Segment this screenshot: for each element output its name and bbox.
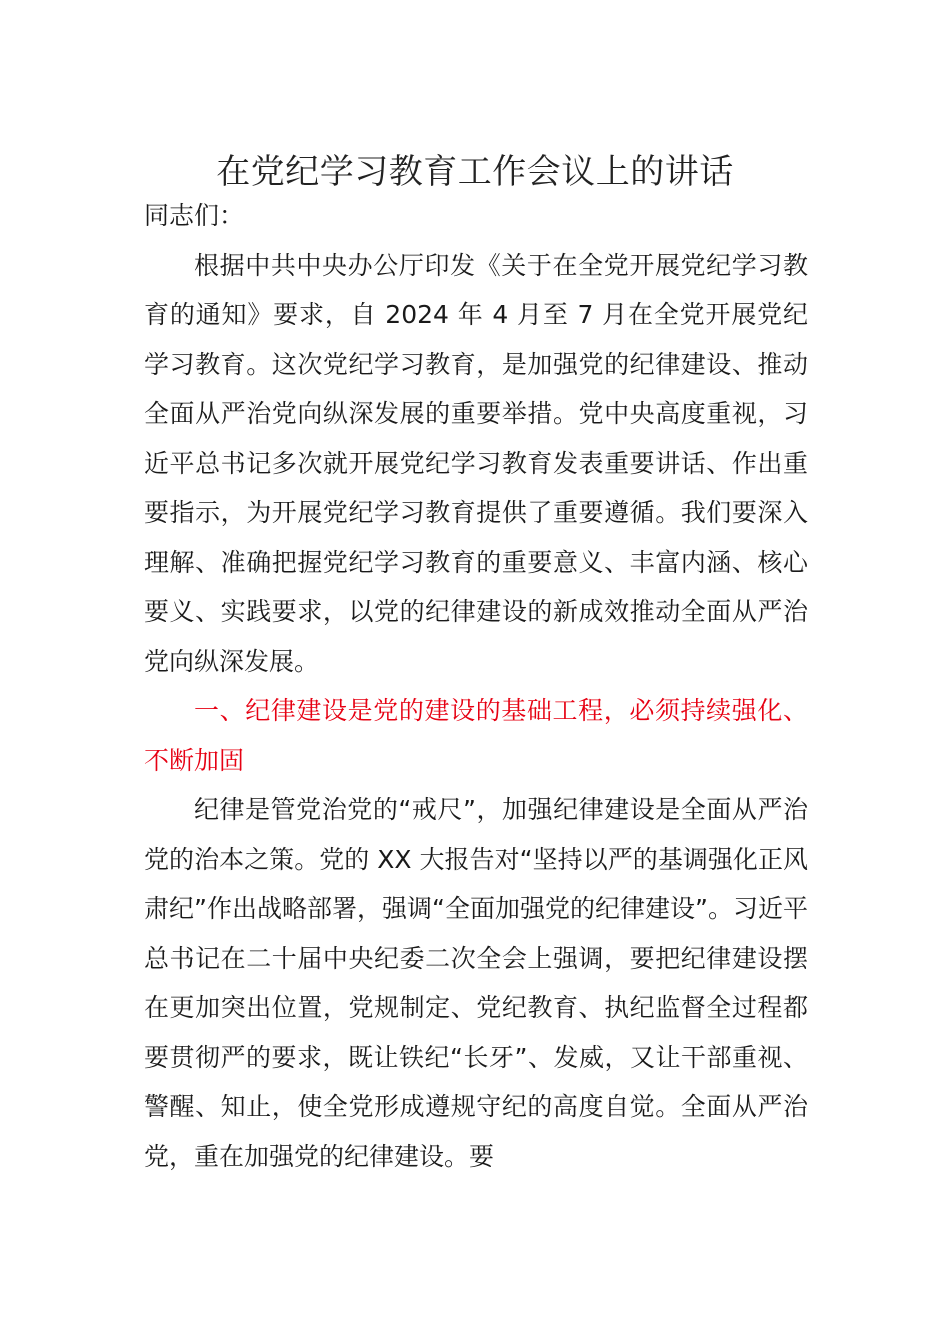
intro-paragraph: 根据中共中央办公厅印发《关于在全党开展党纪学习教育的通知》要求，自 2024 年 4 月至 7 月在全党开展党纪学习教育。这次党纪学习教育，是加强党的纪律建设、推动全面从严治党向纵深发展的重要举措。党中央高度重视，习近平总书记多次就开展党纪学习教育发表重要讲话、作出重要指示，为开展党纪学习教育提供了重要遵循。我们要深入理解、准确把握党纪学习教育的重要意义、丰富内涵、核心要义、实践要求，以党的纪律建设的新成效推动全面从严治党向纵深发展。 (144, 250, 808, 676)
section-heading: 一、纪律建设是党的建设的基础工程，必须持续强化、不断加固 (144, 696, 808, 775)
document-title: 在党纪学习教育工作会议上的讲话 (216, 152, 734, 192)
salutation: 同志们： (144, 201, 245, 230)
section-paragraph: 纪律是管党治党的“戒尺”，加强纪律建设是全面从严治党的治本之策。党的 XX 大报告对“坚持以严的基调强化正风肃纪”作出战略部署，强调“全面加强党的纪律建设”。习近平总书记在二十届中央纪委二次全会上强调，要把纪律建设摆在更加突出位置，党规制定、党纪教育、执纪监督全过程都要贯彻严的要求，既让铁纪“长牙”、发威，又让干部重视、警醒、知止，使全党形成遵规守纪的高度自觉。全面从严治党，重在加强党的纪律建设。要 (144, 795, 808, 1171)
document-body (144, 191, 808, 1181)
